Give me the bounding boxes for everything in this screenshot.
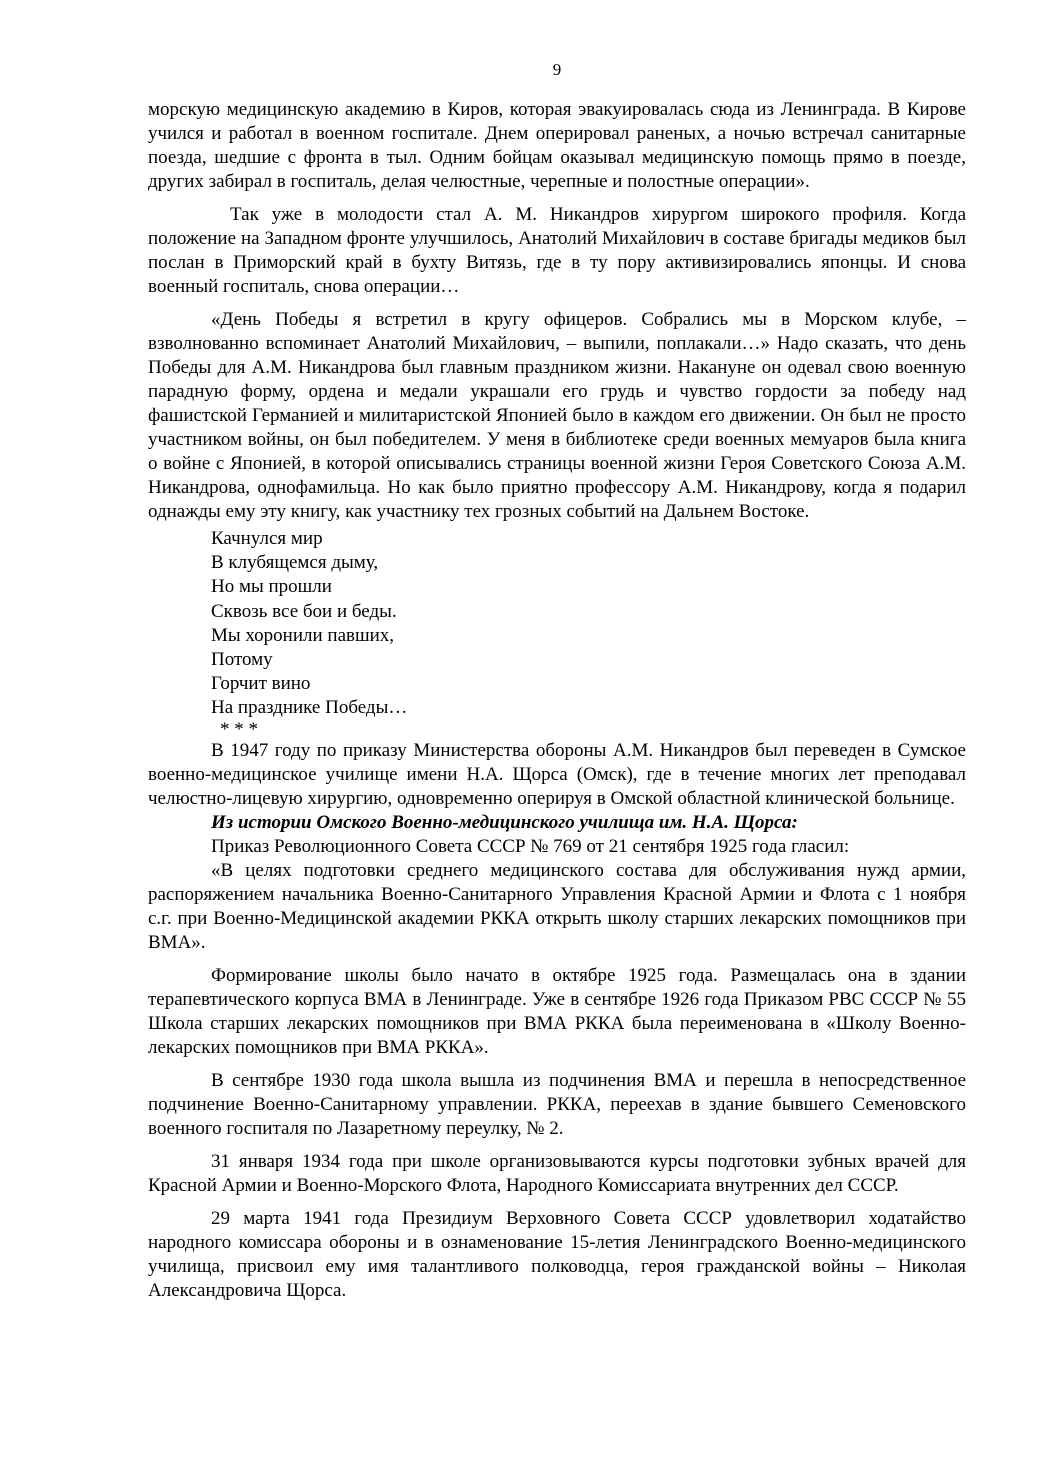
paragraph-order-1925: Приказ Революционного Совета СССР № 769 от 21 сентября 1925 года гласил: [211,835,850,857]
poem-line: Мы хоронили павших, [211,624,395,646]
paragraph-1930: В сентябре 1930 года школа вышла из подчинения ВМА и перешла в непосредственное подчинение Военно-Санитарному управлении. РККА, переехав в здание бывшего Семеновского военного госпиталя по Лазаретному переулку, № 2. [148,1069,966,1139]
poem-line: Сквозь все бои и беды. [211,600,397,622]
paragraph-transfer-1947: В 1947 году по приказу Министерства обороны А.М. Никандров был переведен в Сумское военно-медицинское училище имени Н.А. Щорса (Омск), где в течение многих лет преподавал челюстно-лицевую хирургию, одновременно оперируя в Омской областной клинической больнице. [148,739,966,809]
section-separator: * * * [220,718,258,740]
page-number: 9 [552,60,562,79]
section-heading: Из истории Омского Военно-медицинского училища им. Н.А. Щорса: [211,811,798,833]
document-page [148,58,966,1303]
paragraph-surgeon: Так уже в молодости стал А. М. Никандров хирургом широкого профиля. Когда положение на Западном фронте улучшилось, Анатолий Михайлович в составе бригады медиков был послан в Приморский край в бухту Витязь, где в ту пору активизировались японцы. И снова военный госпиталь, снова операции… [148,204,966,297]
poem-line: Потому [211,648,273,670]
paragraph-order-quote: «В целях подготовки среднего медицинского состава для обслуживания нужд армии, распоряжением начальника Военно-Санитарного Управления Красной Армии и Флота с 1 ноября с.г. при Военно-Медицинской академии РККА открыть школу старших лекарских помощников при ВМА». [148,859,966,953]
poem-line: Горчит вино [211,673,311,695]
poem-line: На празднике Победы… [211,697,408,719]
paragraph-academy: морскую медицинскую академию в Киров, которая эвакуировалась сюда из Ленинграда. В Кирове учился и работал в военном госпитале. Днем оперировал раненых, а ночью встречал санитарные поезда, шедшие с фронта в тыл. Одним бойцам оказывал медицинскую помощь прямо в поезде, других забирал в госпиталь, делая челюстные, черепные и полостные операции». [148,99,966,192]
poem-line: В клубящемся дыму, [211,552,379,574]
paragraph-school-formation: Формирование школы было начато в октябре 1925 года. Размещалась она в здании терапевтического корпуса ВМА в Ленинграде. Уже в сентябре 1926 года Приказом РВС СССР № 55 Школа старших лекарских помощников при ВМА РККА была переименована в «Школу Военно-лекарских помощников при ВМА РККА». [148,964,966,1058]
poem-line: Качнулся мир [211,528,323,549]
paragraph-1941: 29 марта 1941 года Президиум Верховного Совета СССР удовлетворил ходатайство народного комиссара обороны и в ознаменование 15-летия Ленинградского Военно-медицинского училища, присвоил ему имя талантливого полководца, героя гражданской войны – Николая Александровича Щорса. [148,1207,966,1301]
paragraph-1934: 31 января 1934 года при школе организовываются курсы подготовки зубных врачей для Красной Армии и Военно-Морского Флота, Народного Комиссариата внутренних дел СССР. [148,1150,966,1196]
paragraph-victory-day: «День Победы я встретил в кругу офицеров. Собрались мы в Морском клубе, – взволнованно вспоминает Анатолий Михайлович, – выпили, поплакали…» Надо сказать, что день Победы для А.М. Никандрова был главным праздником жизни. Накануне он одевал свою военную парадную форму, ордена и медали украшали его грудь и чувство гордости за победу над фашистской Германией и милитаристской Японией было в каждом его движении. Он был не просто участником войны, он был победителем. У меня в библиотеке среди военных мемуаров была книга о войне с Японией, в которой описывались страницы военной жизни Героя Советского Союза А.М. Никандрова, однофамильца. Но как было приятно профессору А.М. Никандрову, когда я подарил однажды ему эту книгу, как участнику тех грозных событий на Дальнем Востоке. [148,309,966,522]
poem [211,527,966,721]
poem-line: Но мы прошли [211,576,332,598]
